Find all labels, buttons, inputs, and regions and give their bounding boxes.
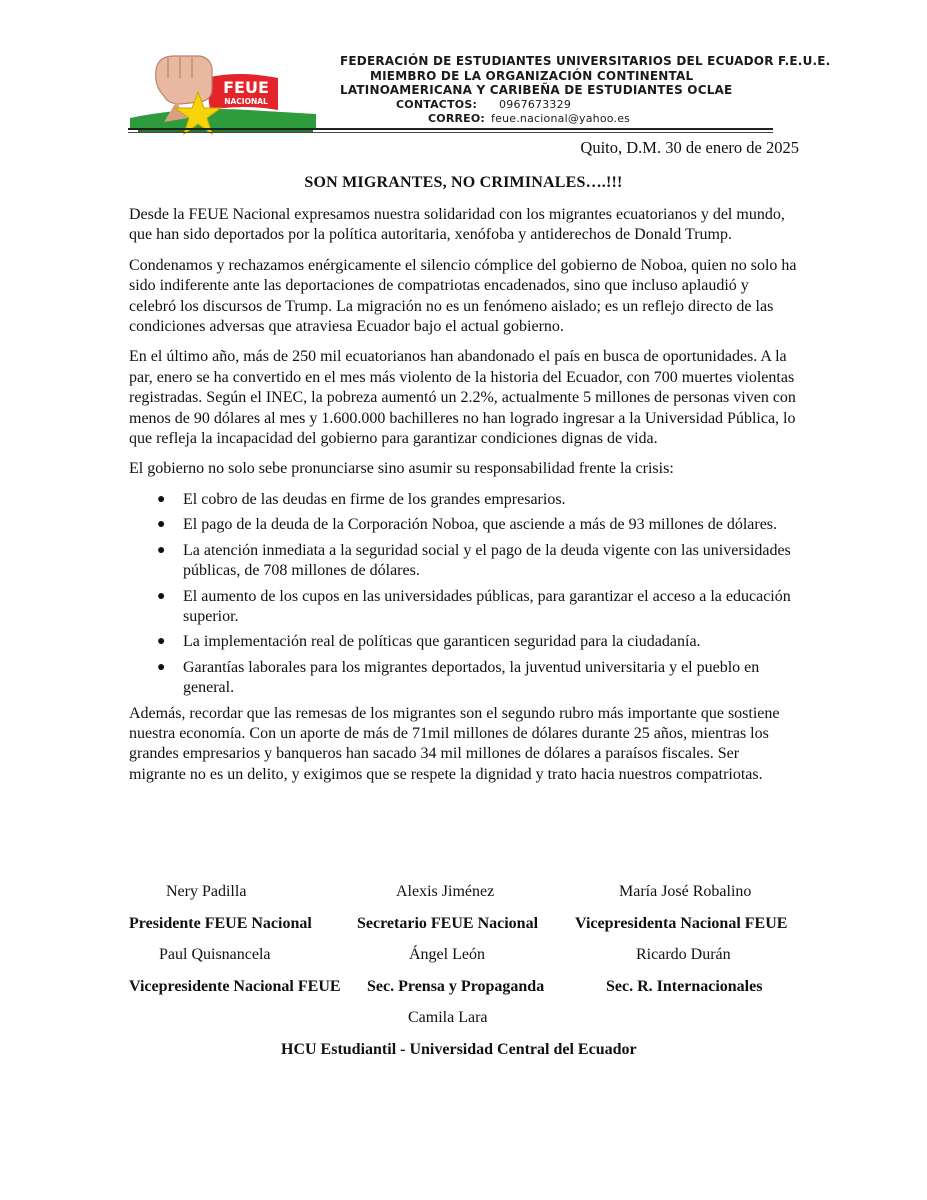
letterhead — [128, 48, 831, 138]
signatory-role: Vicepresidente Nacional FEUE — [129, 978, 341, 995]
list-item-text: El aumento de los cupos en las universidades públicas, para garantizar el acceso a la educación superior. — [183, 587, 791, 625]
org-oclae-line: LATINOAMERICANA Y CARIBEÑA DE ESTUDIANTES OCLAE — [340, 83, 733, 98]
paragraph: En el último año, más de 250 mil ecuatorianos han abandonado el país en busca de oportunidades. A la par, enero se ha convertido en el mes más violento de la historia del Ecuador, con 700 muertes violentas registradas. Según el INEC, la pobreza aumentó un 2.2%, actualmente 5 millones de personas viven con menos de 90 dólares al mes y 1.600.000 bachilleres no han logrado ingresar a la Universidad Pública, lo que refleja la incapacidad del gobierno para garantizar condiciones dignas de vida. — [129, 348, 796, 448]
list-item — [129, 658, 799, 699]
closing-paragraph: Además, recordar que las remesas de los migrantes son el segundo rubro más importante que sostiene nuestra economía. Con un aporte de más de 71mil millones de dólares durante 25 años, mientras los grandes empresarios y banqueros han sacado 34 mil millones de dólares a paraísos fiscales. Ser migrante no es un delito, y exigimos que se respete la dignidad y trato hacia nuestros compatriotas. — [129, 704, 780, 783]
letterhead-divider — [128, 128, 773, 130]
signatory-name: Alexis Jiménez — [396, 883, 495, 900]
signatory-name: Nery Padilla — [166, 883, 247, 900]
list-item — [129, 587, 799, 628]
bullet-icon: ● — [157, 634, 166, 650]
mail-label: CORREO: — [428, 112, 486, 126]
list-item-text: El cobro de las deudas en firme de los grandes empresarios. — [183, 490, 566, 508]
list-item-text: Garantías laborales para los migrantes deportados, la juventud universitaria y el pueblo en general. — [183, 658, 760, 697]
contact-phone: 0967673329 — [499, 97, 572, 111]
signatory-role: Sec. Prensa y Propaganda — [367, 978, 545, 995]
bullet-icon: ● — [157, 491, 166, 507]
org-name: FEDERACIÓN DE ESTUDIANTES UNIVERSITARIOS DEL ECUADOR F.E.U.E. — [340, 54, 831, 68]
mail-address: feue.nacional@yahoo.es — [491, 112, 631, 126]
list-item-text: El pago de la deuda de la Corporación Noboa, que asciende a más de 93 millones de dólares. — [183, 516, 778, 534]
bullet-icon: ● — [157, 542, 166, 558]
list-item — [129, 490, 799, 510]
feue-logo — [128, 48, 318, 136]
signatory-role: Sec. R. Internacionales — [606, 978, 763, 995]
contact-label: CONTACTOS: — [396, 97, 478, 111]
bullet-icon: ● — [157, 517, 166, 533]
signatory-role: Vicepresidenta Nacional FEUE — [575, 915, 788, 932]
org-member-line: MIEMBRO DE LA ORGANIZACIÓN CONTINENTAL — [370, 68, 694, 83]
paragraph: Condenamos y rechazamos enérgicamente el silencio cómplice del gobierno de Noboa, quien no solo ha sido indiferente ante las deportaciones de compatriotas encadenados, sino que incluso aplaudió y celebró los discursos de Trump. La migración no es un fenómeno aislado; es un reflejo directo de las condiciones adversas que atraviesa Ecuador bajo el actual gobierno. — [129, 256, 797, 336]
signatory-role: HCU Estudiantil - Universidad Central del Ecuador — [281, 1041, 637, 1058]
bullet-icon: ● — [157, 588, 166, 604]
signatory-role: Presidente FEUE Nacional — [129, 915, 312, 932]
signatory-name: María José Robalino — [619, 883, 752, 900]
letterhead-text — [340, 54, 831, 127]
signatory-name: Ricardo Durán — [636, 946, 731, 963]
list-item-text: La implementación real de políticas que garanticen seguridad para la ciudadanía. — [183, 633, 701, 651]
logo-text: FEUE — [223, 78, 269, 97]
mail-row — [340, 112, 780, 127]
signatory-role: Secretario FEUE Nacional — [357, 915, 539, 932]
letter-body — [129, 205, 799, 795]
letterhead-divider-thin — [128, 132, 773, 133]
contact-row — [340, 98, 780, 113]
paragraph: El gobierno no solo sebe pronunciarse sino asumir su responsabilidad frente la crisis: — [129, 460, 674, 478]
list-item — [129, 515, 799, 535]
logo-subtext: NACIONAL — [224, 97, 268, 106]
list-item — [129, 541, 799, 582]
signatory-name: Camila Lara — [408, 1009, 488, 1026]
signatory-name: Ángel León — [409, 946, 485, 963]
signatory-name: Paul Quisnancela — [159, 946, 271, 963]
demands-list — [129, 490, 799, 699]
bullet-icon: ● — [157, 659, 166, 675]
letter-date: Quito, D.M. 30 de enero de 2025 — [580, 138, 799, 157]
letter-title: SON MIGRANTES, NO CRIMINALES….!!! — [304, 174, 623, 191]
paragraph: Desde la FEUE Nacional expresamos nuestra solidaridad con los migrantes ecuatorianos y del mundo, que han sido deportados por la política autoritaria, xenófoba y antiderechos de Donald Trump. — [129, 206, 785, 244]
list-item-text: La atención inmediata a la seguridad social y el pago de la deuda vigente con las universidades públicas, de 708 millones de dólares. — [183, 541, 791, 580]
list-item — [129, 632, 799, 652]
